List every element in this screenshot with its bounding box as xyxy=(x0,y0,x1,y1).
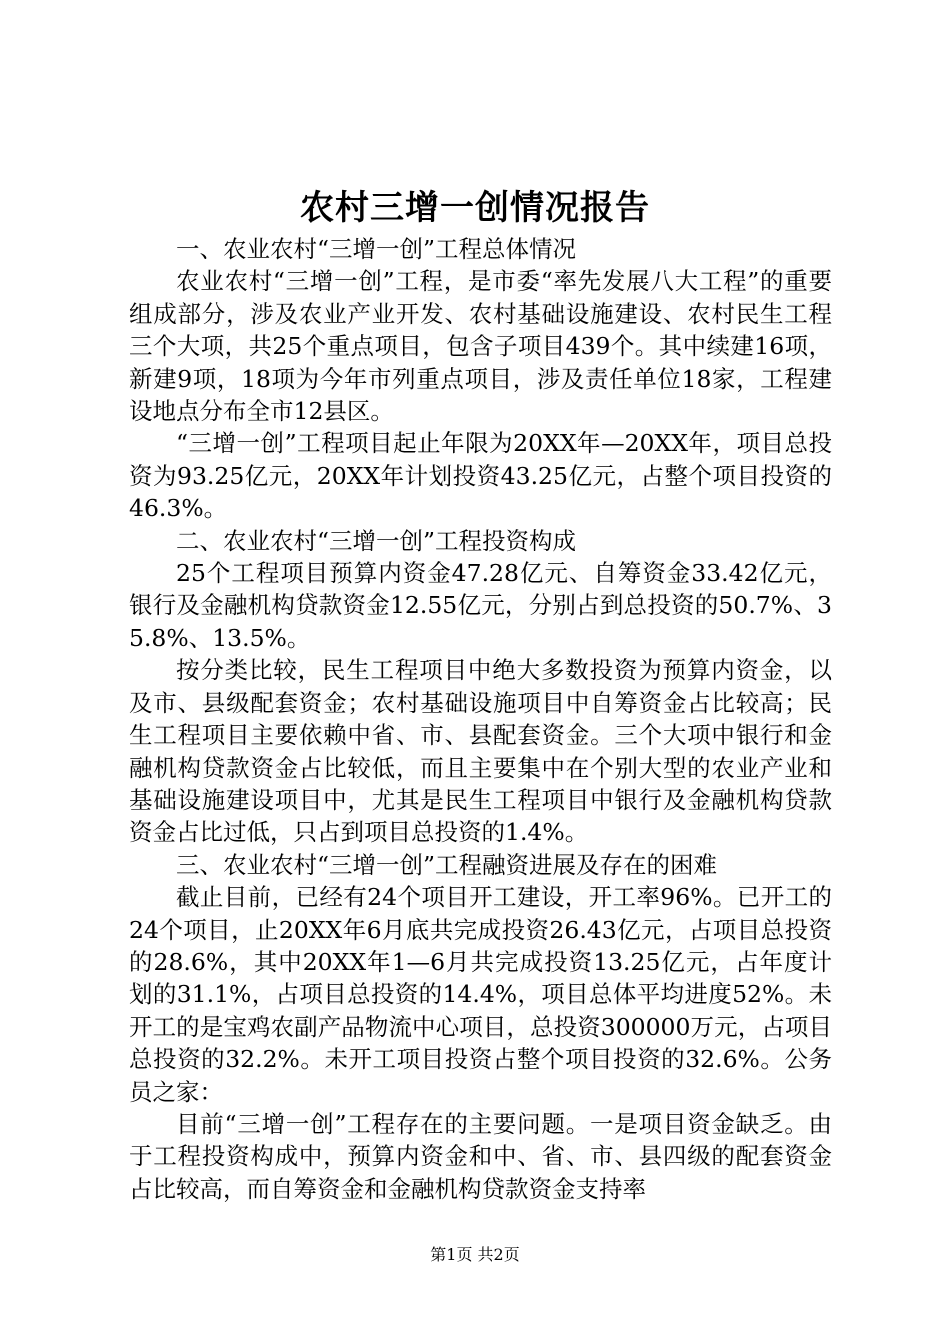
section-2-paragraph-1: 25个工程项目预算内资金47.28亿元、自筹资金33.42亿元，银行及金融机构贷款资金12.55亿元，分别占到总投资的50.7%、35.8%、13.5%。 xyxy=(129,559,832,652)
section-1-paragraph-2: “三增一创”工程项目起止年限为20XX年—20XX年，项目总投资为93.25亿元，20XX年计划投资43.25亿元，占整个项目投资的46.3%。 xyxy=(129,429,832,523)
page-footer: 第1页 共2页 xyxy=(430,1245,520,1264)
section-heading-3: 三、农业农村“三增一创”工程融资进展及存在的困难 xyxy=(176,850,718,879)
section-2-paragraph-2: 按分类比较，民生工程项目中绝大多数投资为预算内资金，以及市、县级配套资金；农村基础设施项目中自筹资金占比较高；民生工程项目主要依赖中省、市、县配套资金。三个大项中银行和金融机构贷款资金占比较低，而且主要集中在个别大型的农业产业和基础设施建设项目中，尤其是民生工程项目中银行及金融机构贷款资金占比过低，只占到项目总投资的1.4%。 xyxy=(129,656,832,847)
document-body xyxy=(129,233,832,1205)
section-3-paragraph-1: 截止目前，已经有24个项目开工建设，开工率96%。已开工的24个项目，止20XX年6月底共完成投资26.43亿元，占项目总投资的28.6%，其中20XX年1—6月共完成投资13.25亿元，占年度计划的31.1%，占项目总投资的14.4%，项目总体平均进度52%。未开工的是宝鸡农副产品物流中心项目，总投资300000万元，占项目总投资的32.2%。未开工项目投资占整个项目投资的32.6%。公务员之家： xyxy=(129,883,832,1106)
section-3-paragraph-2: 目前“三增一创”工程存在的主要问题。一是项目资金缺乏。由于工程投资构成中，预算内资金和中、省、市、县四级的配套资金占比较高，而自筹资金和金融机构贷款资金支持率 xyxy=(129,1109,832,1203)
section-heading-1: 一、农业农村“三增一创”工程总体情况 xyxy=(176,235,577,263)
section-1-paragraph-1: 农业农村“三增一创”工程，是市委“率先发展八大工程”的重要组成部分，涉及农业产业开发、农村基础设施建设、农村民生工程三个大项，共25个重点项目，包含子项目439个。其中续建16项，新建9项，18项为今年市列重点项目，涉及责任单位18家，工程建设地点分布全市12县区。 xyxy=(129,267,832,426)
document-title: 农村三增一创情况报告 xyxy=(300,188,650,228)
section-heading-2: 二、农业农村“三增一创”工程投资构成 xyxy=(176,526,577,555)
